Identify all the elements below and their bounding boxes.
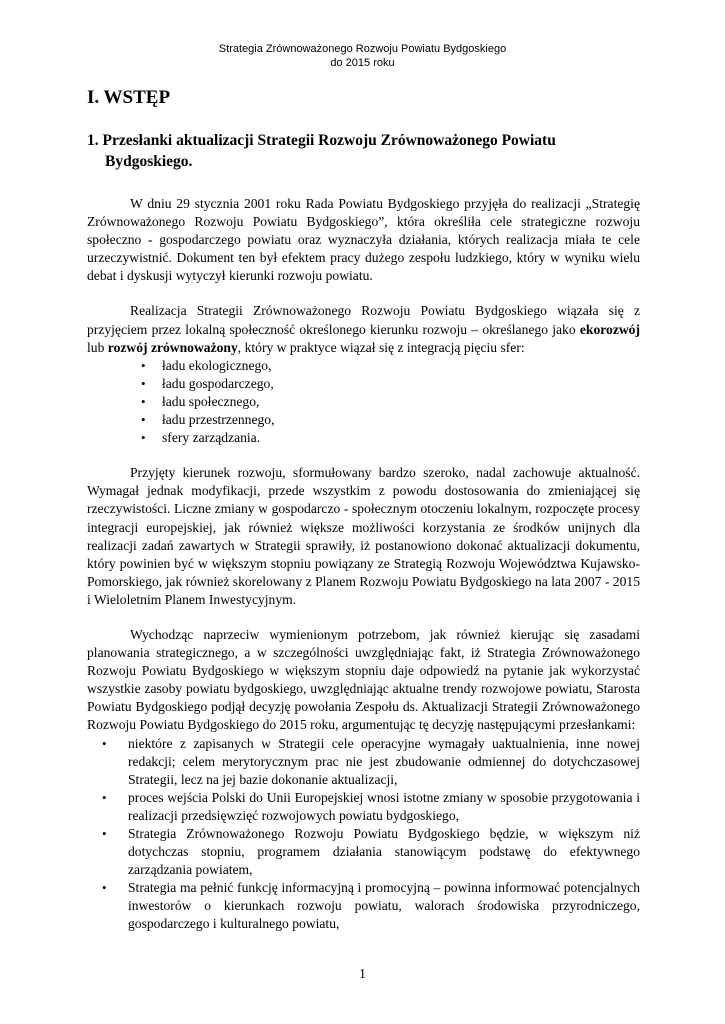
bullet-icon: •	[141, 393, 146, 409]
header-line-2: do 2015 roku	[330, 57, 395, 69]
list-item-text: sfery zarządzania.	[162, 430, 261, 446]
list-item-text: Strategia Zrównoważonego Rozwoju Powiatu Bydgoskiego będzie, w większym niż dotychczas stopniu, programem działania stanowiącym podstawę do efektywnego zarządzania powiatem,	[128, 826, 640, 878]
bullet-icon: •	[141, 430, 146, 446]
bullet-icon: •	[102, 789, 107, 805]
spheres-list	[141, 357, 640, 447]
paragraph-1: W dniu 29 stycznia 2001 roku Rada Powiatu Bydgoskiego przyjęła do realizacji „Strategię Zrównoważonego Rozwoju Powiatu Bydgoskiego”, która określiła cele strategiczne rozwoju społeczno - gospodarczego powiatu oraz wyznaczyła działania, których realizacja miała te cele urzeczywistnić. Dokument ten był efektem pracy dużego zespołu ludzkiego, który w wyniku wielu debat i dyskusji wytyczył kierunki rozwoju powiatu.	[87, 196, 640, 284]
bullet-icon: •	[141, 357, 146, 373]
list-item-text: niektóre z zapisanych w Strategii cele operacyjne wymagały uaktualnienia, inne nowej redakcji; celem merytorycznym prac nie jest zbudowanie odmiennej do dotychczasowej Strategii, lecz na jej bazie dokonanie aktualizacji,	[128, 735, 640, 787]
paragraph-2-bold-term-1: ekorozwój	[579, 321, 640, 337]
running-header	[0, 42, 725, 70]
list-item-text: Strategia ma pełnić funkcję informacyjną i promocyjną – powinna informować potencjalnych inwestorów o kierunkach rozwoju powiatu, walorach środowiska przyrodniczego, gospodarczego i kulturalnego powiatu,	[128, 880, 640, 932]
list-item	[102, 789, 640, 825]
bullet-icon: •	[102, 735, 107, 751]
list-item-text: proces wejścia Polski do Unii Europejskiej wnosi istotne zmiany w sposobie przygotowania i realizacji przedsięwzięć rozwojowych powiatu bydgoskiego,	[128, 789, 640, 823]
list-item	[141, 375, 640, 393]
paragraph-4: Wychodząc naprzeciw wymienionym potrzebom, jak również kierując się zasadami planowania strategicznego, a w szczególności uwzględniając fakt, iż Strategia Zrównoważonego Rozwoju Powiatu Bydgoskiego w większym stopniu daje odpowiedź na pytanie jak wykorzystać wszystkie zasoby powiatu bydgoskiego, uwzględniając aktualne trendy rozwojowe powiatu, Starosta Powiatu Bydgoskiego podjął decyzję powołania Zespołu ds. Aktualizacji Strategii Zrównoważonego Rozwoju Powiatu Bydgoskiego do 2015 roku, argumentując tę decyzję następującymi przesłankami:	[87, 626, 640, 733]
list-item	[102, 825, 640, 879]
list-item-text: ładu przestrzennego,	[162, 412, 275, 428]
chapter-title: I. WSTĘP	[87, 87, 171, 108]
list-item	[102, 735, 640, 789]
list-item	[141, 411, 640, 429]
list-item	[141, 393, 640, 411]
list-item-text: ładu gospodarczego,	[162, 375, 274, 391]
header-line-1: Strategia Zrównoważonego Rozwoju Powiatu Bydgoskiego	[218, 43, 507, 55]
bullet-icon: •	[102, 880, 107, 896]
list-item-text: ładu społecznego,	[162, 393, 260, 409]
document-body	[87, 86, 640, 934]
page-number: 1	[359, 966, 366, 981]
paragraph-2-text-a: Realizacja Strategii Zrównoważonego Rozwoju Powiatu Bydgoskiego wiązała się z przyjęciem przez lokalną społeczność określonego kierunku rozwoju – określanego jako	[87, 303, 640, 337]
paragraph-2	[87, 302, 640, 356]
list-item-text: ładu ekologicznego,	[162, 357, 272, 373]
section-title: 1. Przesłanki aktualizacji Strategii Rozwoju Zrównoważonego Powiatu Bydgoskiego.	[87, 132, 556, 170]
paragraph-2-text-c: , który w praktyce wiązał się z integracją pięciu sfer:	[237, 339, 525, 355]
premises-list	[102, 735, 640, 934]
bullet-icon: •	[141, 412, 146, 428]
paragraph-2-text-b: lub	[87, 339, 105, 355]
bullet-icon: •	[102, 826, 107, 841]
paragraph-2-bold-term-2: rozwój zrównoważony	[107, 339, 238, 355]
paragraph-3: Przyjęty kierunek rozwoju, sformułowany bardzo szeroko, nadal zachowuje aktualność. Wymagał jednak modyfikacji, przede wszystkim z powodu dostosowania do zmieniającej się rzeczywistości. Liczne zmiany w gospodarczo - społecznym otoczeniu lokalnym, rozpoczęte procesy integracji europejskiej, jak również większe możliwości korzystania ze środków unijnych dla realizacji zadań zawartych w Strategii sprawiły, iż postanowiono dokonać aktualizacji dokumentu, który powinien być w większym stopniu powiązany ze Strategią Rozwoju Województwa Kujawsko-Pomorskiego, jak również skorelowany z Planem Rozwoju Powiatu Bydgoskiego na lata 2007 - 2015 i Wieloletnim Planem Inwestycyjnym.	[87, 465, 640, 607]
list-item	[141, 429, 640, 447]
list-item	[102, 879, 640, 933]
bullet-icon: •	[141, 375, 146, 391]
list-item	[141, 357, 640, 375]
